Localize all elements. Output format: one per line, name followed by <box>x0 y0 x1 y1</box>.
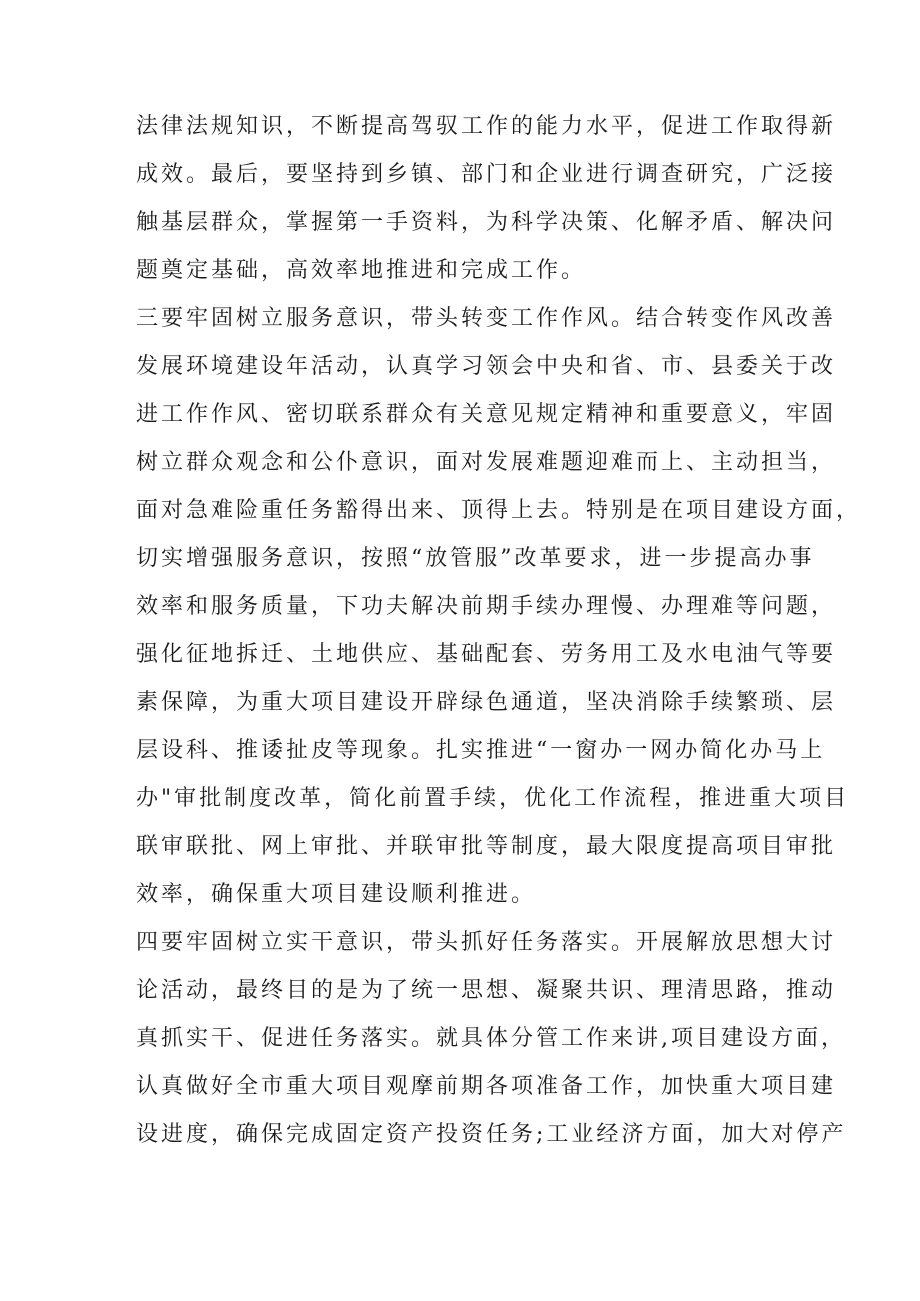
text-line: 效率和服务质量，下功夫解决前期手续办理慢、办理难等问题， <box>136 594 837 619</box>
text-line: 四要牢固树立实干意识，带头抓好任务落实。开展解放思想大讨 <box>136 930 837 955</box>
text-line: 进工作作风、密切联系群众有关意见规定精神和重要意义，牢固 <box>136 402 837 427</box>
text-line: 成效。最后，要坚持到乡镇、部门和企业进行调查研究，广泛接 <box>136 162 837 187</box>
text-line: 效率，确保重大项目建设顺利推进。 <box>136 882 537 907</box>
text-line: 设进度，确保完成固定资产投资任务;工业经济方面，加大对停产 <box>136 1122 847 1147</box>
text-line: 真抓实干、促进任务落实。就具体分管工作来讲,项目建设方面， <box>136 1026 846 1051</box>
text-line: 办"审批制度改革，简化前置手续，优化工作流程，推进重大项目 <box>136 786 850 811</box>
text-line: 法律法规知识，不断提高驾驭工作的能力水平，促进工作取得新 <box>136 114 837 139</box>
text-line: 树立群众观念和公仆意识，面对发展难题迎难而上、主动担当， <box>136 450 837 475</box>
text-line: 论活动，最终目的是为了统一思想、凝聚共识、理清思路，推动 <box>136 978 837 1003</box>
text-line: 发展环境建设年活动，认真学习领会中央和省、市、县委关于改 <box>136 354 837 379</box>
text-line: 三要牢固树立服务意识，带头转变工作作风。结合转变作风改善 <box>136 306 837 331</box>
text-line: 素保障，为重大项目建设开辟绿色通道，坚决消除手续繁琐、层 <box>136 690 837 715</box>
text-line: 切实增强服务意识，按照“放管服”改革要求，进一步提高办事 <box>136 546 815 571</box>
text-line: 面对急难险重任务豁得出来、顶得上去。特别是在项目建设方面， <box>136 498 862 523</box>
text-line: 认真做好全市重大项目观摩前期各项准备工作，加快重大项目建 <box>136 1074 837 1099</box>
text-line: 题奠定基础，高效率地推进和完成工作。 <box>136 258 587 283</box>
text-line: 层设科、推诿扯皮等现象。扎实推进“一窗办一网办简化办马上 <box>136 738 826 763</box>
text-line: 联审联批、网上审批、并联审批等制度，最大限度提高项目审批 <box>136 834 837 859</box>
text-line: 触基层群众，掌握第一手资料，为科学决策、化解矛盾、解决问 <box>136 210 837 235</box>
text-line: 强化征地拆迁、土地供应、基础配套、劳务用工及水电油气等要 <box>136 642 837 667</box>
